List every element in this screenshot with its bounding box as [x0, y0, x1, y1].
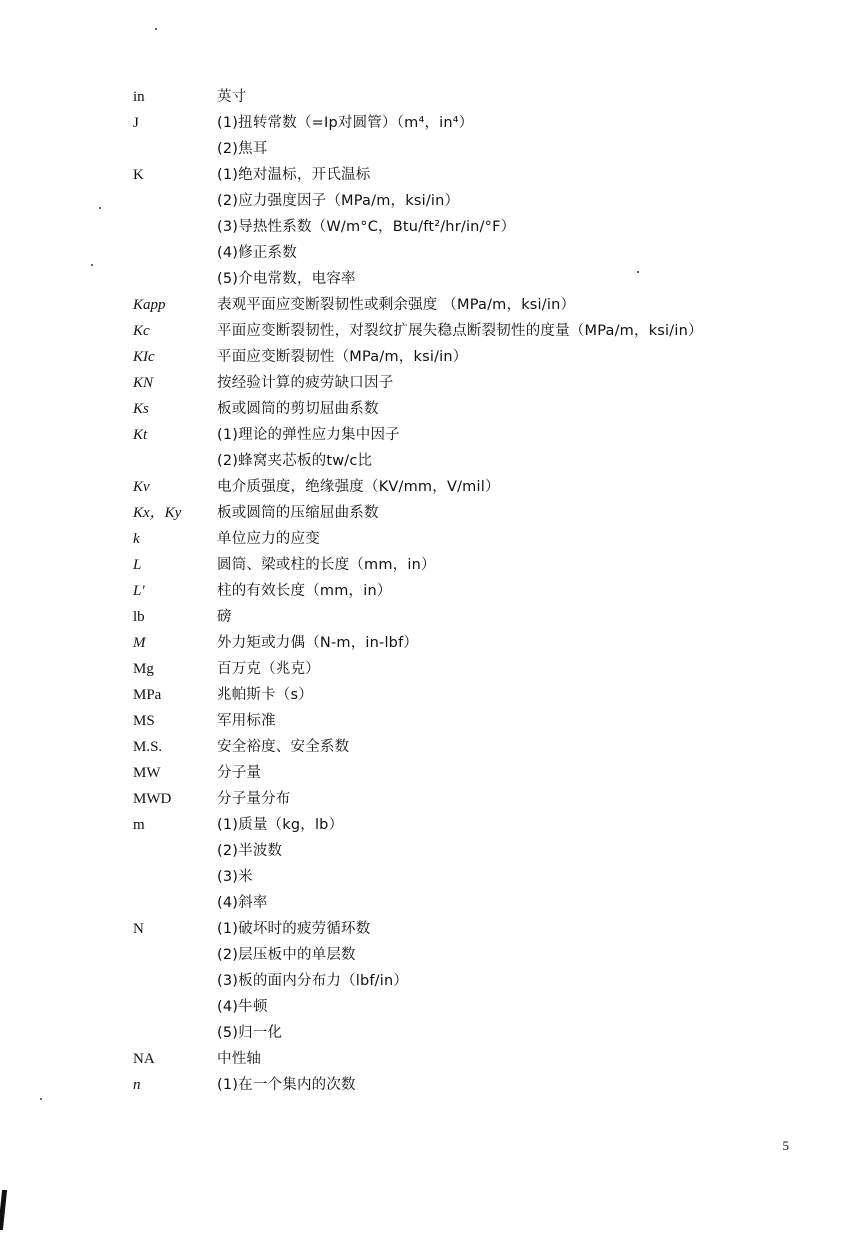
glossary-row: [0, 370, 847, 396]
glossary-symbol: NA: [133, 1051, 155, 1067]
glossary-row: [0, 604, 847, 630]
glossary-definition: 安全裕度、安全系数: [217, 739, 350, 755]
glossary-definition: (2)蜂窝夹芯板的tw/c比: [217, 453, 373, 469]
glossary-definition: (1)扭转常数（=Ip对圆管）（m⁴，in⁴）: [217, 115, 474, 131]
glossary-definition: 分子量: [217, 765, 262, 781]
glossary-row: [0, 578, 847, 604]
glossary-symbol: K: [133, 167, 144, 183]
glossary-row: [0, 838, 847, 864]
glossary-symbol: in: [133, 89, 145, 105]
glossary-row: [0, 1046, 847, 1072]
glossary-symbol: Kv: [133, 479, 150, 495]
glossary-definition: (5)归一化: [217, 1025, 283, 1041]
glossary-row: [0, 240, 847, 266]
glossary-definition: (1)绝对温标，开氏温标: [217, 167, 371, 183]
glossary-row: [0, 266, 847, 292]
scan-speck: [637, 271, 639, 273]
glossary-row: [0, 994, 847, 1020]
glossary-row: [0, 84, 847, 110]
glossary-symbol: M: [133, 635, 146, 651]
symbol-glossary: [0, 84, 847, 1098]
glossary-definition: 表观平面应变断裂韧性或剩余强度 （MPa/m，ksi/in）: [217, 297, 576, 313]
glossary-definition: (1)在一个集内的次数: [217, 1077, 356, 1093]
glossary-definition: 板或圆筒的压缩屈曲系数: [217, 505, 379, 521]
glossary-symbol: Kapp: [133, 297, 166, 313]
glossary-row: [0, 1020, 847, 1046]
glossary-row: [0, 162, 847, 188]
glossary-row: [0, 1072, 847, 1098]
glossary-definition: (3)米: [217, 869, 253, 885]
glossary-row: [0, 916, 847, 942]
glossary-definition: 柱的有效长度（mm，in）: [217, 583, 392, 599]
scan-margin-mark: [0, 1190, 7, 1230]
glossary-symbol: Kx，Ky: [133, 505, 182, 521]
glossary-symbol: N: [133, 921, 144, 937]
glossary-symbol: MS: [133, 713, 155, 729]
glossary-symbol: lb: [133, 609, 145, 625]
glossary-row: [0, 526, 847, 552]
glossary-symbol: MPa: [133, 687, 162, 703]
glossary-definition: (3)板的面内分布力（lbf/in）: [217, 973, 409, 989]
glossary-symbol: MWD: [133, 791, 172, 807]
glossary-row: [0, 890, 847, 916]
scan-speck: [155, 28, 157, 30]
glossary-definition: (5)介电常数，电容率: [217, 271, 356, 287]
glossary-definition: (2)应力强度因子（MPa/m，ksi/in）: [217, 193, 460, 209]
glossary-definition: 平面应变断裂韧性，对裂纹扩展失稳点断裂韧性的度量（MPa/m，ksi/in）: [217, 323, 703, 339]
glossary-definition: 兆帕斯卡（s）: [217, 687, 313, 703]
glossary-row: [0, 344, 847, 370]
glossary-definition: 英寸: [217, 89, 247, 105]
glossary-row: [0, 786, 847, 812]
glossary-definition: (4)斜率: [217, 895, 268, 911]
glossary-definition: 单位应力的应变: [217, 531, 320, 547]
glossary-symbol: L': [133, 583, 145, 599]
glossary-definition: (1)质量（kg，lb）: [217, 817, 344, 833]
glossary-definition: 军用标准: [217, 713, 276, 729]
glossary-row: [0, 708, 847, 734]
glossary-row: [0, 396, 847, 422]
glossary-row: [0, 292, 847, 318]
page-number: 5: [782, 1138, 789, 1153]
glossary-definition: 圆筒、梁或柱的长度（mm，in）: [217, 557, 436, 573]
glossary-definition: (2)焦耳: [217, 141, 268, 157]
glossary-symbol: L: [133, 557, 142, 573]
glossary-definition: (1)破坏时的疲劳循环数: [217, 921, 371, 937]
glossary-row: [0, 864, 847, 890]
glossary-row: [0, 760, 847, 786]
scan-speck: [99, 207, 101, 209]
glossary-definition: 按经验计算的疲劳缺口因子: [217, 375, 394, 391]
glossary-row: [0, 318, 847, 344]
glossary-definition: 磅: [217, 609, 232, 625]
glossary-row: [0, 552, 847, 578]
glossary-row: [0, 422, 847, 448]
glossary-row: [0, 448, 847, 474]
glossary-symbol: KN: [133, 375, 154, 391]
glossary-row: [0, 474, 847, 500]
glossary-row: [0, 812, 847, 838]
glossary-definition: (4)牛顿: [217, 999, 268, 1015]
glossary-symbol: Kc: [133, 323, 150, 339]
glossary-definition: (3)导热性系数（W/m°C，Btu/ft²/hr/in/°F）: [217, 219, 516, 235]
glossary-row: [0, 942, 847, 968]
glossary-definition: 分子量分布: [217, 791, 291, 807]
glossary-definition: (2)层压板中的单层数: [217, 947, 356, 963]
glossary-row: [0, 500, 847, 526]
glossary-row: [0, 110, 847, 136]
glossary-row: [0, 630, 847, 656]
glossary-definition: 电介质强度，绝缘强度（KV/mm，V/mil）: [217, 479, 500, 495]
scan-speck: [40, 1098, 42, 1100]
glossary-definition: 平面应变断裂韧性（MPa/m，ksi/in）: [217, 349, 468, 365]
glossary-definition: (1)理论的弹性应力集中因子: [217, 427, 400, 443]
scan-speck: [91, 264, 93, 266]
glossary-row: [0, 214, 847, 240]
glossary-symbol: Mg: [133, 661, 154, 677]
glossary-definition: 外力矩或力偶（N-m，in-lbf）: [217, 635, 419, 651]
glossary-symbol: Ks: [133, 401, 149, 417]
glossary-definition: 板或圆筒的剪切屈曲系数: [217, 401, 379, 417]
glossary-row: [0, 682, 847, 708]
glossary-symbol: M.S.: [133, 739, 163, 755]
glossary-row: [0, 734, 847, 760]
glossary-row: [0, 656, 847, 682]
glossary-symbol: n: [133, 1077, 141, 1093]
glossary-symbol: KIc: [133, 349, 155, 365]
glossary-row: [0, 188, 847, 214]
glossary-row: [0, 136, 847, 162]
glossary-row: [0, 968, 847, 994]
glossary-symbol: k: [133, 531, 140, 547]
glossary-symbol: Kt: [133, 427, 148, 443]
glossary-symbol: m: [133, 817, 145, 833]
glossary-definition: (4)修正系数: [217, 245, 297, 261]
glossary-symbol: MW: [133, 765, 161, 781]
glossary-definition: 中性轴: [217, 1051, 262, 1067]
glossary-symbol: J: [133, 115, 139, 131]
glossary-definition: 百万克（兆克）: [217, 661, 320, 677]
glossary-definition: (2)半波数: [217, 843, 283, 859]
